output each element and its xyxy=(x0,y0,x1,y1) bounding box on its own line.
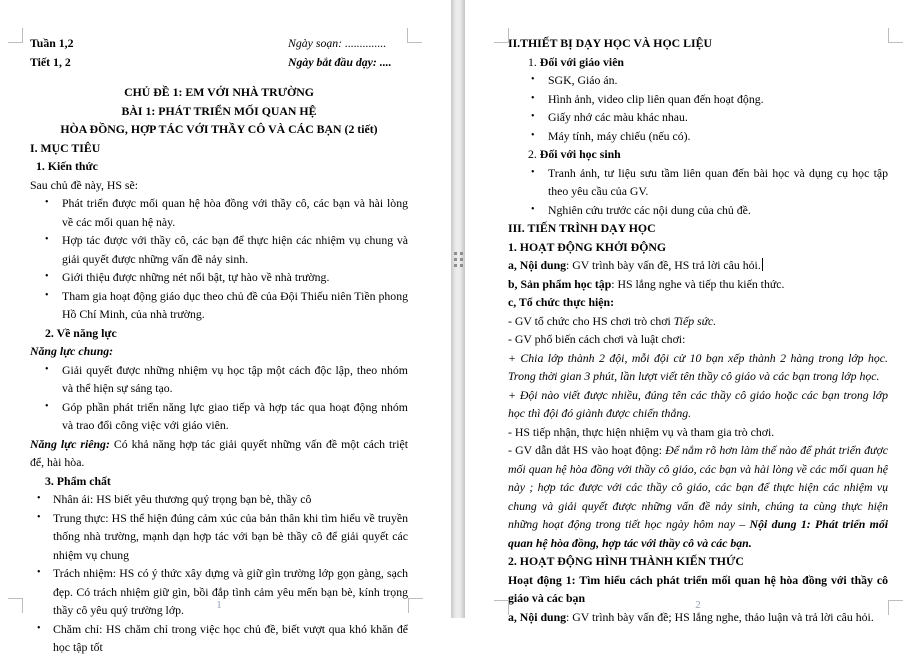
bullet-marker: • xyxy=(531,203,535,215)
text-segment: Tham gia hoạt động giáo dục theo chủ đề của Đội Thiếu niên Tiền phong Hồ Chí Minh, của nhà trường. xyxy=(62,288,408,321)
text-segment: c, Tổ chức thực hiện: xyxy=(508,295,615,309)
bullet-marker: • xyxy=(37,622,41,634)
text-segment: CHỦ ĐỀ 1: EM VỚI NHÀ TRƯỜNG xyxy=(124,85,314,99)
text-segment: Tuần 1,2 xyxy=(30,36,74,50)
text-segment: Năng lực chung: xyxy=(30,344,114,358)
text-segment: Tiết 1, 2 xyxy=(30,54,71,69)
text-segment: Đối với học sinh xyxy=(539,147,621,161)
text-line xyxy=(508,275,888,294)
text-segment: Nghiên cứu trước các nội dung của chủ đề. xyxy=(548,202,751,217)
bullet-marker: • xyxy=(531,92,535,104)
bullet-item xyxy=(508,164,888,201)
margin-corner-mark xyxy=(494,28,509,43)
document-page-2 xyxy=(465,0,913,624)
text-segment: HÒA ĐỒNG, HỢP TÁC VỚI THẦY CÔ VÀ CÁC BẠN (2 tiết) xyxy=(60,122,378,136)
text-segment: I. MỤC TIÊU xyxy=(30,140,101,155)
bullet-marker: • xyxy=(37,511,41,523)
text-line xyxy=(508,423,888,442)
text-segment: + Đội nào viết được nhiều, đúng tên các thầy cô giáo hoặc các bạn trong lớp học thì đội đó giành được chiến thắng. xyxy=(508,387,888,420)
bullet-item xyxy=(508,108,888,127)
text-line xyxy=(508,386,888,423)
margin-corner-mark xyxy=(408,598,423,613)
text-segment: Có khả năng hợp tác giải quyết những vấn đề một cách triệt để, hài hòa. xyxy=(30,436,408,469)
bullet-item xyxy=(30,398,408,435)
drag-dot xyxy=(454,264,457,267)
text-line xyxy=(508,312,888,331)
header-left-cell xyxy=(30,53,288,72)
bullet-marker: • xyxy=(37,567,41,578)
text-segment: - GV phổ biến cách chơi và luật chơi: xyxy=(508,332,686,346)
text-segment: - HS tiếp nhận, thực hiện nhiệm vụ và tham gia trò chơi. xyxy=(508,424,775,439)
text-line xyxy=(30,34,408,53)
text-segment: III. TIẾN TRÌNH DẠY HỌC xyxy=(508,221,656,235)
heading-line xyxy=(30,83,408,102)
drag-dot xyxy=(460,252,463,255)
bullet-marker: • xyxy=(37,493,41,504)
bullet-marker: • xyxy=(531,166,535,178)
text-segment: Chăm chỉ: HS chăm chỉ trong việc học chủ đề, biết vượt qua khó khăn để học tập tốt xyxy=(53,621,408,654)
bullet-item xyxy=(30,620,408,657)
text-line xyxy=(30,342,408,361)
pane-drag-handle-icon[interactable] xyxy=(454,252,463,267)
heading-line xyxy=(30,157,408,176)
margin-corner-mark xyxy=(407,28,422,43)
text-segment: BÀI 1: PHÁT TRIỂN MỐI QUAN HỆ xyxy=(121,103,317,118)
bullet-item xyxy=(508,201,888,220)
heading-line xyxy=(30,472,408,491)
text-segment: Năng lực riêng: xyxy=(30,436,114,451)
bullet-marker: • xyxy=(45,400,49,412)
text-segment: Giấy nhớ các màu khác nhau. xyxy=(548,110,688,124)
bullet-marker: • xyxy=(531,111,535,122)
text-line xyxy=(508,145,888,164)
text-line xyxy=(508,441,888,552)
margin-corner-mark xyxy=(8,28,23,43)
heading-line xyxy=(30,120,408,139)
margin-corner-mark xyxy=(888,600,903,615)
text-segment: Hoạt động 1: Tìm hiểu cách phát triển mối quan hệ hòa đồng với thầy cô giáo và các bạn xyxy=(508,572,888,605)
bullet-item xyxy=(508,90,888,109)
bullet-marker: • xyxy=(45,271,49,282)
text-segment: b, Sản phẩm học tập xyxy=(508,276,612,291)
heading-line xyxy=(30,139,408,158)
bullet-marker: • xyxy=(45,234,49,245)
text-segment: Trách nhiệm: HS có ý thức xây dựng và giữ gìn trường lớp gọn gàng, sạch đẹp. Có trách nhiệm giữ gìn, bồi đắp tình cảm yêu mến bạn bè, kính trọng thầy cô yêu quý trường lớp. xyxy=(53,566,408,617)
heading-line xyxy=(508,552,888,571)
bullet-item xyxy=(30,361,408,398)
text-segment: Để nắm rõ hơn làm thế nào để phát triển được mối quan hệ hòa đồng với thầy cô giáo, các bạn và hài lòng về các mối quan hệ này ; hợp tác được với các thầy cô giáo, các bạn để thực hiện các nhiệm vụ chung và giải quyết được những vấn đề nảy sinh, chúng ta cùng thực hiện những hoạt động trong tiết học ngày hôm nay – xyxy=(508,443,889,531)
text-segment: Hình ảnh, video clip liên quan đến hoạt động. xyxy=(548,91,764,106)
page-gap-divider xyxy=(451,0,465,618)
text-segment: Trung thực: HS thể hiện đúng cảm xúc của bản thân khi tìm hiểu về truyền thống nhà trường, mạnh dạn hợp tác với bạn bè thầy cô để giải quyết các nhiệm vụ chung xyxy=(53,510,408,562)
bullet-marker: • xyxy=(45,197,49,208)
text-segment: Phát triển được mối quan hệ hòa đồng với thầy cô, các bạn và hài lòng về các mối quan hệ này. xyxy=(62,196,408,229)
text-line xyxy=(30,435,408,472)
text-segment: 1. Kiến thức xyxy=(36,159,98,173)
drag-dot xyxy=(460,258,463,261)
bullet-item xyxy=(30,490,408,509)
text-segment: - GV tổ chức cho HS chơi trò chơi xyxy=(508,313,674,328)
text-segment: Hợp tác được với thầy cô, các bạn để thực hiện các nhiệm vụ chung và giải quyết được những vấn đề nảy sinh. xyxy=(62,233,408,266)
text-segment: Đối với giáo viên xyxy=(539,54,624,69)
page-2-content xyxy=(508,34,888,626)
text-segment: Ngày soạn: .............. xyxy=(288,36,387,50)
bullet-item xyxy=(30,231,408,268)
header-right-cell xyxy=(288,34,408,53)
text-segment: 2. HOẠT ĐỘNG HÌNH THÀNH KIẾN THỨC xyxy=(508,554,744,568)
margin-corner-mark xyxy=(8,598,23,613)
text-segment: Ngày bắt đầu dạy: .... xyxy=(288,54,392,69)
bullet-marker: • xyxy=(531,74,535,85)
heading-line xyxy=(30,324,408,343)
heading-line xyxy=(30,102,408,121)
text-line xyxy=(508,256,888,275)
text-segment: Tranh ảnh, tư liệu sưu tầm liên quan đến bài học và dụng cụ học tập theo yêu cầu của GV. xyxy=(548,165,888,198)
page-number: 1 xyxy=(216,599,222,611)
text-line xyxy=(508,53,888,72)
text-segment: a, Nội dung xyxy=(508,258,567,272)
text-segment: 1. HOẠT ĐỘNG KHỞI ĐỘNG xyxy=(508,239,667,254)
text-segment: Nội dung 1: Phát triển mối quan hệ hòa đồng, hợp tác với thầy cô và các bạn. xyxy=(508,517,888,550)
text-cursor xyxy=(762,258,764,271)
text-segment: II.THIẾT BỊ DẠY HỌC VÀ HỌC LIỆU xyxy=(508,36,712,50)
drag-dot xyxy=(460,264,463,267)
text-segment: 2. xyxy=(528,147,540,161)
page-number: 2 xyxy=(695,599,701,611)
bullet-item xyxy=(30,287,408,324)
bullet-item xyxy=(30,194,408,231)
margin-corner-mark xyxy=(494,600,509,615)
heading-line xyxy=(508,219,888,238)
text-segment: Góp phần phát triển năng lực giao tiếp và hợp tác qua hoạt động nhóm và trao đổi công việc với giáo viên. xyxy=(62,399,408,432)
heading-line xyxy=(508,238,888,257)
document-page-1 xyxy=(0,0,451,654)
text-line xyxy=(30,176,408,195)
text-segment: : GV trình bày vấn đề; HS lắng nghe, thảo luận và trả lời câu hỏi. xyxy=(566,609,874,624)
bullet-marker: • xyxy=(45,289,49,301)
text-segment: a, Nội dung xyxy=(508,609,567,624)
text-segment: Nhân ái: HS biết yêu thương quý trọng bạn bè, thầy cô xyxy=(53,492,312,506)
bullet-marker: • xyxy=(531,129,535,141)
text-line xyxy=(508,349,888,386)
text-segment: 1. xyxy=(528,54,540,69)
text-line xyxy=(508,330,888,349)
text-segment: + Chia lớp thành 2 đội, mỗi đội cử 10 bạn xếp thành 2 hàng trong lớp học. Trong thời gian 3 phút, lần lượt viết tên thầy cô giáo và các bạn trong lớp học. xyxy=(508,350,888,383)
bullet-marker: • xyxy=(45,363,49,375)
drag-dot xyxy=(454,258,457,261)
bullet-item xyxy=(30,509,408,565)
bullet-item xyxy=(508,71,888,90)
bullet-item xyxy=(508,127,888,146)
heading-line xyxy=(508,34,888,53)
text-segment: : HS lắng nghe và tiếp thu kiến thức. xyxy=(611,276,785,291)
text-segment: Máy tính, máy chiếu (nếu có). xyxy=(548,128,691,143)
margin-corner-mark xyxy=(888,28,903,43)
text-segment: Giới thiệu được những nét nổi bật, tự hào về nhà trường. xyxy=(62,270,330,284)
text-segment: Tiếp sức. xyxy=(673,313,717,328)
header-left-cell xyxy=(30,34,288,53)
bullet-item xyxy=(30,268,408,287)
text-segment: SGK, Giáo án. xyxy=(548,73,618,87)
bullet-item xyxy=(30,564,408,620)
text-line xyxy=(30,53,408,72)
text-segment: Giải quyết được những nhiệm vụ học tập một cách độc lập, theo nhóm và thể hiện sự sáng tạo. xyxy=(62,362,408,395)
text-segment: 3. Phẩm chất xyxy=(45,473,111,488)
drag-dot xyxy=(454,252,457,255)
text-segment: - GV dẫn dắt HS vào hoạt động: xyxy=(508,443,666,457)
page-1-content xyxy=(30,34,408,657)
text-line xyxy=(508,293,888,312)
text-segment: Sau chủ đề này, HS sẽ: xyxy=(30,177,139,192)
text-segment: : GV trình bày vấn đề, HS trả lời câu hỏi. xyxy=(566,258,761,272)
header-right-cell xyxy=(288,53,408,72)
text-segment: 2. Về năng lực xyxy=(45,325,117,340)
